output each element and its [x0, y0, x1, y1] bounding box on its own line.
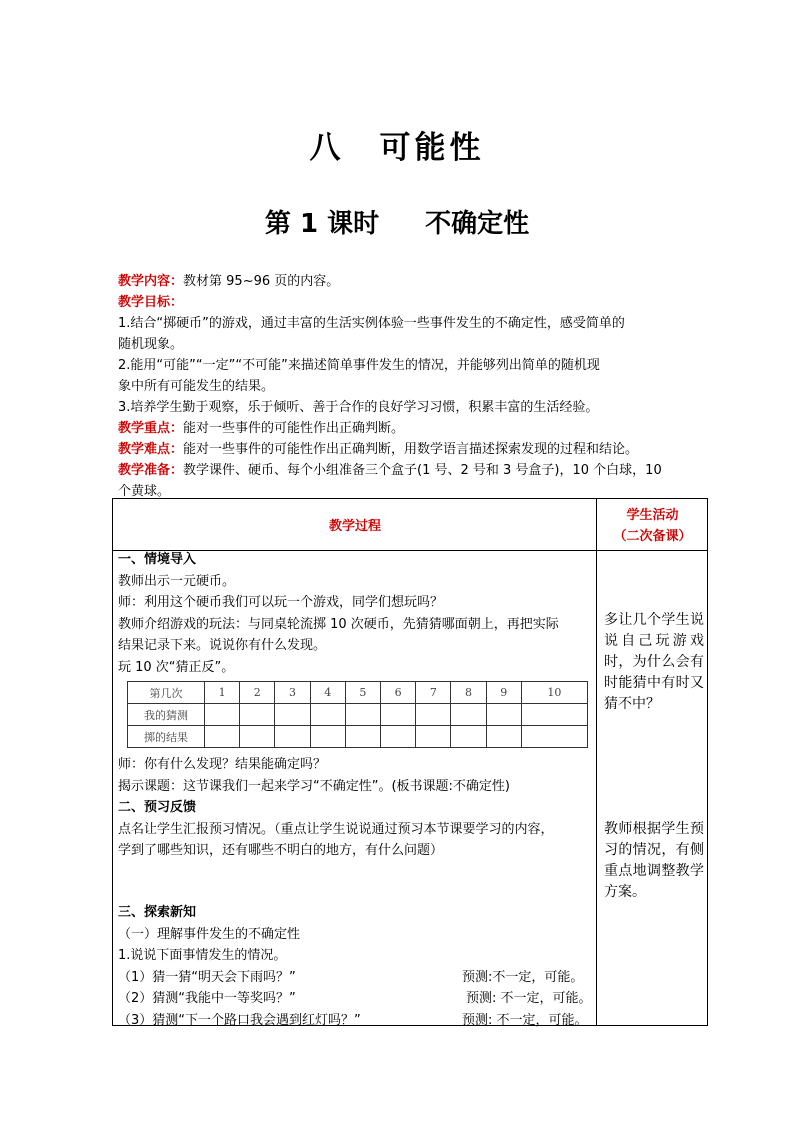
result-cell: [416, 726, 451, 748]
lesson-topic: 不确定性: [425, 209, 530, 239]
guess-cell: [486, 704, 521, 726]
section-3-subtitle: （一）理解事件发生的不确定性: [118, 926, 301, 942]
guess-cell: [275, 704, 310, 726]
teaching-key: [118, 418, 684, 439]
section-1-line-3: 教师介绍游戏的玩法：与同桌轮流掷 10 次硬币，先猜猜哪面朝上，再把实际: [118, 616, 559, 632]
result-cell: [486, 726, 521, 748]
guess-cell: [451, 704, 486, 726]
result-cell: [381, 726, 416, 748]
guess-cell: [240, 704, 275, 726]
guess-header-cell: 8: [451, 682, 486, 704]
section-1-line-4: 结果记录下来。说说你有什么发现。: [118, 638, 327, 653]
guess-row: [128, 704, 588, 726]
section-1: [118, 549, 596, 678]
section-1-line-5: 玩 10 次“猜正反”。: [118, 659, 235, 675]
teaching-prep-cont: 个黄球。: [118, 484, 171, 499]
prediction-2: 预测: 不一定，可能。: [466, 991, 592, 1006]
guess-cell: [416, 704, 451, 726]
guess-cell: [381, 704, 416, 726]
guess-header-cell: 7: [416, 682, 451, 704]
teaching-content-label: 教学内容：: [118, 274, 184, 289]
prediction-1: 预测:不一定，可能。: [462, 970, 584, 985]
section-2-title: 二、预习反馈: [118, 800, 197, 815]
goal-3: 3.培养学生勤于观察，乐于倾听、善于合作的良好学习习惯，积累丰富的生活经验。: [118, 400, 599, 415]
teaching-difficulty-label: 教学难点：: [118, 442, 184, 457]
header-right-cell: [597, 499, 708, 551]
teaching-difficulty: [118, 439, 684, 460]
section-1-line-7: 揭示课题：这节课我们一起来学习“不确定性”。(板书课题:不确定性): [118, 778, 510, 794]
section-1-line-2: 师：利用这个硬币我们可以玩一个游戏，同学们想玩吗？: [118, 595, 444, 610]
lesson-number: 第 1 课时: [264, 209, 380, 239]
result-cell: [521, 726, 587, 748]
section-1-line-1: 教师出示一元硬币。: [118, 573, 236, 589]
teaching-difficulty-text: 能对一些事件的可能性作出正确判断，用数学语言描述探索发现的过程和结论。: [183, 442, 639, 457]
guess-header-cell: 1: [205, 682, 240, 704]
guess-cell: [521, 704, 587, 726]
result-cell: [345, 726, 380, 748]
section-1-cont: [118, 754, 596, 862]
guess-row-label: 我的猜测: [128, 704, 205, 726]
section-1-line-6: 师：你有什么发现？结果能确定吗？: [118, 757, 327, 772]
goal-2a: 2.能用“可能”“一定”“不可能”来描述简单事件发生的情况，并能够列出简单的随机现: [118, 358, 600, 373]
guess-header-cell: 5: [345, 682, 380, 704]
section-1-title: 一、情境导入: [118, 552, 197, 567]
guess-cell: [345, 704, 380, 726]
result-row: [128, 726, 588, 748]
teaching-prep: [118, 460, 684, 481]
guess-header-cell: 2: [240, 682, 275, 704]
guess-header-cell: 6: [381, 682, 416, 704]
guess-cell: [310, 704, 345, 726]
guess-cell: [205, 704, 240, 726]
page-title: 八 可能性: [309, 130, 485, 166]
prediction-3: 预测: 不一定，可能。: [462, 1013, 588, 1028]
teaching-key-text: 能对一些事件的可能性作出正确判断。: [183, 421, 405, 436]
guess-header-cell: 10: [521, 682, 587, 704]
result-cell: [451, 726, 486, 748]
teaching-content: [118, 271, 684, 292]
guess-header-label: 第几次: [128, 682, 205, 704]
header-left-cell: [113, 499, 597, 551]
teaching-goals-label: 教学目标：: [118, 295, 184, 310]
result-cell: [275, 726, 310, 748]
section-3-title: 三、探索新知: [118, 905, 197, 920]
section-3-item-2: （2）猜测“我能中一等奖吗？”: [118, 991, 296, 1006]
section-3-item-1: （1）猜一猜“明天会下雨吗？”: [118, 969, 296, 985]
lesson-subtitle: [0, 203, 794, 240]
teaching-content-text: 教材第 95~96 页的内容。: [183, 274, 340, 289]
result-cell: [240, 726, 275, 748]
goal-1a: 1.结合“掷硬币”的游戏，通过丰富的生活实例体验一些事件发生的不确定性，感受简单的: [118, 316, 625, 331]
section-3-line-1: 1.说说下面事情发生的情况。: [118, 948, 287, 963]
section-2-line-1: 点名让学生汇报预习情况。（重点让学生说说通过预习本节课要学习的内容，: [118, 821, 554, 837]
header-right-title: 学生活动: [626, 508, 679, 523]
result-row-label: 掷的结果: [128, 726, 205, 748]
result-cell: [310, 726, 345, 748]
guess-header-cell: 9: [486, 682, 521, 704]
teaching-prep-label: 教学准备：: [118, 463, 184, 478]
goal-2b: 象中所有可能发生的结果。: [118, 379, 275, 394]
result-cell: [205, 726, 240, 748]
section-3-item-3: （3）猜测“下一个路口我会遇到红灯吗？”: [118, 1012, 361, 1028]
header-right-subtitle: （二次备课）: [613, 529, 692, 544]
guess-table-header-row: [128, 682, 588, 704]
section-2-line-2: 学到了哪些知识，还有哪些不明白的地方，有什么问题）: [118, 843, 444, 858]
teaching-key-label: 教学重点：: [118, 421, 184, 436]
student-activity-note-2: 教师根据学生预习的情况，有侧重点地调整教学方案。: [604, 821, 704, 900]
teaching-prep-text: 教学课件、硬币、每个小组准备三个盒子(1 号、2 号和 3 号盒子)，10 个白球，10: [183, 463, 662, 478]
guess-header-cell: 3: [275, 682, 310, 704]
goal-1b: 随机现象。: [118, 337, 184, 352]
student-activity-note-1: 多让几个学生说说自己玩游戏时，为什么会有时能猜中有时又猜不中？: [604, 612, 704, 712]
guess-header-cell: 4: [310, 682, 345, 704]
guess-record-table: [127, 681, 588, 748]
header-left-title: 教学过程: [328, 519, 381, 534]
